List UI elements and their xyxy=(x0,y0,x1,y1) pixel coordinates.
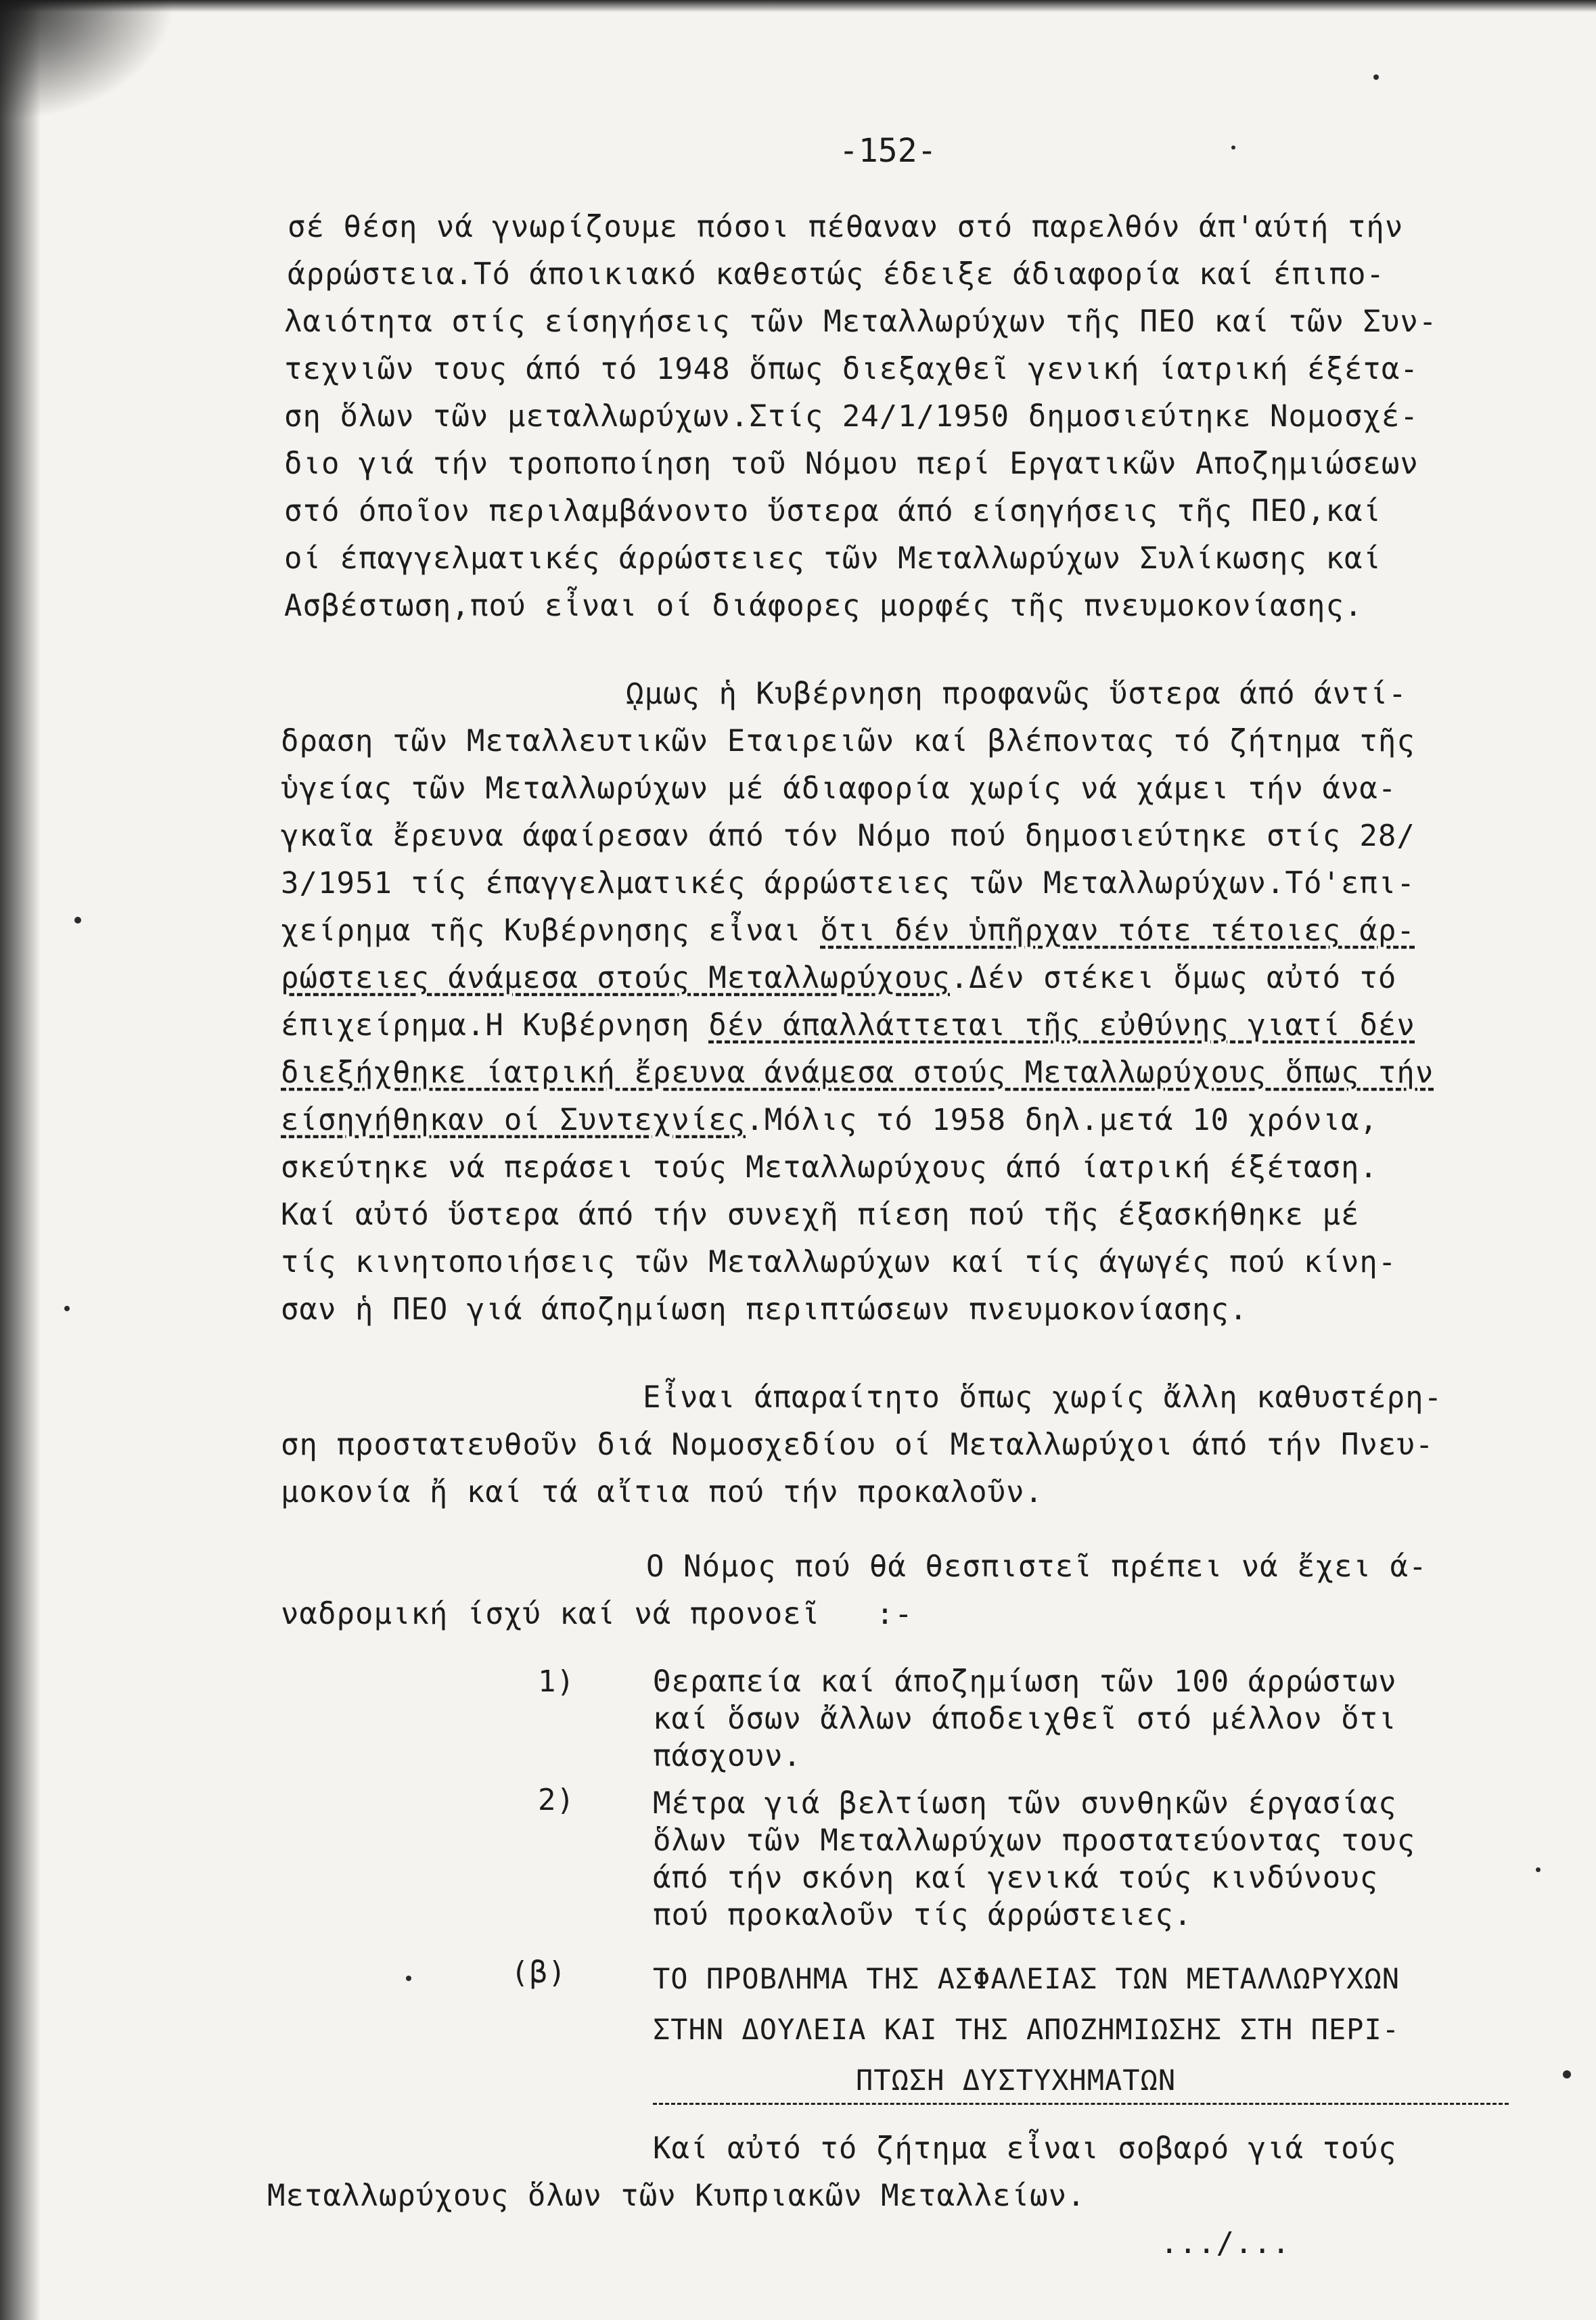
section-marker: (β) xyxy=(511,1955,567,1990)
list-item-marker: 1) xyxy=(538,1664,575,1699)
scan-speck xyxy=(64,1306,70,1311)
paragraph-2-line xyxy=(281,961,1396,995)
section-heading-line: ΣΤΗΝ ΔΟΥΛΕΙΑ ΚΑΙ ΤΗΣ ΑΠΟΖΗΜΙΩΣΗΣ ΣΤΗ ΠΕΡΙ- xyxy=(653,2013,1400,2046)
line-text: χείρημα τῆς Κυβέρνησης εἶναι xyxy=(281,913,821,948)
continuation-mark: .../... xyxy=(1160,2226,1291,2260)
paragraph-5-line: Καί αὐτό τό ζήτημα εἶναι σοβαρό γιά τούς xyxy=(653,2131,1397,2166)
paragraph-2-line: 3/1951 τίς έπαγγελματικές άρρώστειες τῶν Μεταλλωρύχων.Τό'επι- xyxy=(281,866,1415,901)
paragraph-1-line: σέ θέση νά γνωρίζουμε πόσοι πέθαναν στό παρελθόν άπ'αύτή τήν xyxy=(288,210,1404,244)
paragraph-3-line: Εἶναι άπαραίτητο ὅπως χωρίς ἄλλη καθυστέρη- xyxy=(643,1380,1443,1415)
list-item-line: πάσχουν. xyxy=(653,1739,802,1773)
underlined-text: ρώστειες άνάμεσα στούς Μεταλλωρύχους xyxy=(281,961,951,995)
paragraph-2-line: γκαῖα ἔρευνα άφαίρεσαν άπό τόν Νόμο πού δημοσιεύτηκε στίς 28/ xyxy=(281,819,1415,853)
list-item-line: Θεραπεία καί άποζημίωση τῶν 100 άρρώστων xyxy=(653,1664,1397,1699)
scan-speck xyxy=(1563,2070,1571,2078)
paragraph-1-line: τεχνιῶν τους άπό τό 1948 ὅπως διεξαχθεῖ γενική ίατρική έξέτα- xyxy=(284,352,1419,386)
section-heading-rule xyxy=(653,2103,1509,2105)
paragraph-2-line: σαν ἡ ΠΕΟ γιά άποζημίωση περιπτώσεων πνευμοκονίασης. xyxy=(281,1292,1248,1327)
scan-speck xyxy=(74,917,81,924)
scan-speck xyxy=(1536,1867,1541,1872)
scan-speck xyxy=(1373,74,1379,80)
underlined-text: διεξήχθηκε ίατρική ἔρευνα άνάμεσα στούς Μεταλλωρύχους ὅπως τήν xyxy=(281,1055,1434,1090)
paragraph-2-line: σκεύτηκε νά περάσει τούς Μεταλλωρύχους άπό ίατρική έξέταση. xyxy=(281,1150,1378,1185)
underlined-text: ὅτι δέν ὑπῆρχαν τότε τέτοιες άρ- xyxy=(820,913,1415,948)
paragraph-3-line: μοκονία ἤ καί τά αἴτια πού τήν προκαλοῦν. xyxy=(281,1475,1044,1509)
scan-shadow-left xyxy=(0,0,41,2320)
paragraph-3-line: ση προστατευθοῦν διά Νομοσχεδίου οί Μεταλλωρύχοι άπό τήν Πνευ- xyxy=(281,1428,1434,1462)
scan-speck xyxy=(1231,145,1235,150)
section-heading-line: ΤΟ ΠΡΟΒΛΗΜΑ ΤΗΣ ΑΣΦΑΛΕΙΑΣ ΤΩΝ ΜΕΤΑΛΛΩΡΥΧΩΝ xyxy=(653,1962,1400,1995)
paragraph-2-line: Καί αὐτό ὕστερα άπό τήν συνεχῆ πίεση πού τῆς έξασκήθηκε μέ xyxy=(281,1198,1360,1232)
paragraph-2-line xyxy=(281,1103,1378,1137)
line-text: .Μόλις τό 1958 δηλ.μετά 10 χρόνια, xyxy=(746,1103,1378,1137)
paragraph-2-line: ὑγείας τῶν Μεταλλωρύχων μέ άδιαφορία χωρίς νά χάμει τήν άνα- xyxy=(281,771,1397,806)
paragraph-5-line: Μεταλλωρύχους ὅλων τῶν Κυπριακῶν Μεταλλείων. xyxy=(267,2179,1086,2213)
paragraph-2-line: τίς κινητοποιήσεις τῶν Μεταλλωρύχων καί τίς άγωγές πού κίνη- xyxy=(281,1245,1397,1279)
underlined-text: είσηγήθηκαν οί Συντεχνίες xyxy=(281,1103,746,1137)
paragraph-2-line xyxy=(281,1055,1434,1090)
paragraph-2-line xyxy=(281,913,1415,948)
paragraph-1-line: στό όποῖον περιλαμβάνοντο ὕστερα άπό είσηγήσεις τῆς ΠΕΟ,καί xyxy=(284,494,1382,528)
list-item-marker: 2) xyxy=(538,1783,575,1817)
list-item-line: ὅλων τῶν Μεταλλωρύχων προστατεύοντας τους xyxy=(653,1823,1416,1858)
paragraph-1-line: άρρώστεια.Τό άποικιακό καθεστώς έδειξε άδιαφορία καί έπιπο- xyxy=(288,257,1385,292)
paragraph-4-line: ναδρομική ίσχύ καί νά προνοεῖ :- xyxy=(281,1597,913,1631)
underlined-text: δέν άπαλλάττεται τῆς εὐθύνης γιατί δέν xyxy=(708,1008,1415,1043)
page-number: -152- xyxy=(839,132,937,170)
paragraph-1-line: Ασβέστωση,πού εἶναι οί διάφορες μορφές τῆς πνευμοκονίασης. xyxy=(284,589,1363,623)
paragraph-1-line: λαιότητα στίς είσηγήσεις τῶν Μεταλλωρύχων τῆς ΠΕΟ καί τῶν Συν- xyxy=(284,304,1438,339)
paragraph-2-line: ῼμως ἡ Κυβέρνηση προφανῶς ὕστερα άπό άντί- xyxy=(626,677,1407,711)
paragraph-1-line: οί έπαγγελματικές άρρώστειες τῶν Μεταλλωρύχων Συλίκωσης καί xyxy=(284,541,1382,576)
list-item-line: καί ὅσων ἄλλων άποδειχθεῖ στό μέλλον ὅτι xyxy=(653,1702,1397,1736)
section-heading-line: ΠΤΩΣΗ ΔΥΣΤΥΧΗΜΑΤΩΝ xyxy=(856,2064,1177,2097)
scan-shadow-corner xyxy=(0,0,176,122)
scan-shadow-top xyxy=(0,0,1596,12)
paragraph-4-line: Ο Νόμος πού θά θεσπιστεῖ πρέπει νά ἔχει ά- xyxy=(646,1549,1428,1584)
line-text: .Δέν στέκει ὅμως αὐτό τό xyxy=(950,961,1397,995)
list-item-line: Μέτρα γιά βελτίωση τῶν συνθηκῶν έργασίας xyxy=(653,1786,1397,1821)
paragraph-1-line: ση ὅλων τῶν μεταλλωρύχων.Στίς 24/1/1950 δημοσιεύτηκε Νομοσχέ- xyxy=(284,399,1419,434)
list-item-line: πού προκαλοῦν τίς άρρώστειες. xyxy=(653,1898,1193,1932)
list-item-line: άπό τήν σκόνη καί γενικά τούς κινδύνους xyxy=(653,1861,1379,1895)
paragraph-2-line: δραση τῶν Μεταλλευτικῶν Εταιρειῶν καί βλέποντας τό ζήτημα τῆς xyxy=(281,724,1415,758)
paragraph-2-line xyxy=(281,1008,1415,1043)
paragraph-1-line: διο γιά τήν τροποποίηση τοῦ Νόμου περί Εργατικῶν Αποζημιώσεων xyxy=(284,447,1419,481)
scan-speck xyxy=(406,1976,411,1981)
line-text: έπιχείρημα.Η Κυβέρνηση xyxy=(281,1008,709,1043)
